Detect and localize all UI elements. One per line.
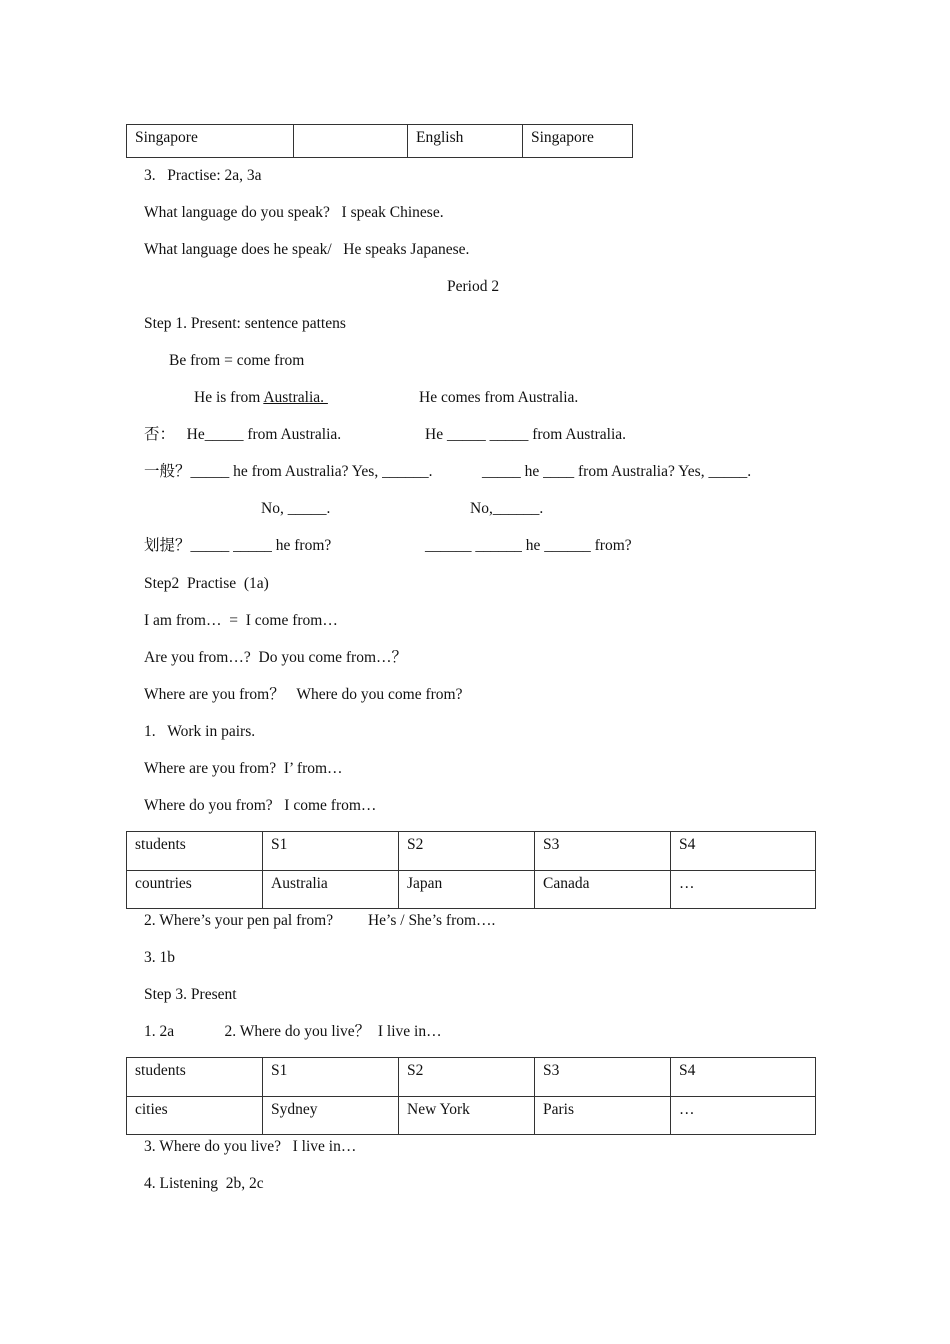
table-cell: students	[127, 1058, 263, 1097]
table-cell: English	[408, 125, 523, 158]
text-line: 划提？_____ _____ he from?	[144, 537, 332, 554]
text-line: 3. Where do you live? I live in…	[144, 1138, 357, 1155]
table-cell: S3	[535, 832, 671, 871]
table-row	[127, 1058, 816, 1097]
table-cell: S2	[399, 832, 535, 871]
table-cell: cities	[127, 1097, 263, 1135]
period-heading: Period 2	[447, 278, 500, 295]
text-line: No, _____.	[261, 500, 331, 517]
text-line: 否： He_____ from Australia.	[144, 426, 342, 443]
text-line: 一般？_____ he from Australia? Yes, ______.	[144, 463, 433, 480]
text-line: 2. Where’s your pen pal from? He’s / She’s from….	[144, 912, 496, 929]
text-line: 3. 1b	[144, 949, 175, 966]
text-line: Where are you from？ Where do you come from?	[144, 686, 463, 703]
text-line: Where are you from? I’ from…	[144, 760, 343, 777]
step-heading: Step 1. Present: sentence pattens	[144, 315, 346, 332]
table-row	[127, 1097, 816, 1135]
text-line: Where do you from? I come from…	[144, 797, 377, 814]
text-line: _____ he ____ from Australia? Yes, _____.	[482, 463, 752, 480]
underlined-word: Australia.	[263, 389, 328, 406]
text-line: He _____ _____ from Australia.	[425, 426, 627, 443]
text-line: What language do you speak? I speak Chinese.	[144, 204, 444, 221]
table-cell: Singapore	[127, 125, 294, 158]
cities-table	[126, 1057, 816, 1135]
table-cell: S2	[399, 1058, 535, 1097]
text-line: 4. Listening 2b, 2c	[144, 1175, 264, 1192]
step-heading: Step 3. Present	[144, 986, 237, 1003]
table-row	[127, 871, 816, 909]
practise-heading: 3. Practise: 2a, 3a	[144, 167, 262, 184]
text-line: What language does he speak/ He speaks Japanese.	[144, 241, 470, 258]
table-cell: S4	[671, 832, 816, 871]
table-cell: countries	[127, 871, 263, 909]
table-cell: Paris	[535, 1097, 671, 1135]
table-cell: …	[671, 1097, 816, 1135]
step-heading: Step2 Practise (1a)	[144, 575, 269, 592]
table-cell: …	[671, 871, 816, 909]
table-cell: Singapore	[523, 125, 633, 158]
table-cell: New York	[399, 1097, 535, 1135]
text-line: ______ ______ he ______ from?	[425, 537, 632, 554]
table-cell: S1	[263, 1058, 399, 1097]
text-line: Be from = come from	[169, 352, 305, 369]
table-cell: S1	[263, 832, 399, 871]
text-line: 1. 2a 2. Where do you live？ I live in…	[144, 1023, 442, 1040]
text-line: I am from… = I come from…	[144, 612, 338, 629]
text-line: No,______.	[470, 500, 544, 517]
table-row	[127, 125, 633, 158]
text-line	[194, 388, 328, 408]
table-cell: Australia	[263, 871, 399, 909]
text-span: He is from	[194, 389, 264, 406]
text-line: 1. Work in pairs.	[144, 723, 256, 740]
table-cell: S4	[671, 1058, 816, 1097]
table-cell: Sydney	[263, 1097, 399, 1135]
countries-table	[126, 831, 816, 909]
language-table	[126, 124, 633, 158]
table-cell: students	[127, 832, 263, 871]
table-cell: Japan	[399, 871, 535, 909]
table-cell: S3	[535, 1058, 671, 1097]
text-line: Are you from…? Do you come from…？	[144, 649, 408, 666]
text-line: He comes from Australia.	[419, 389, 579, 406]
table-row	[127, 832, 816, 871]
table-cell	[294, 125, 408, 158]
table-cell: Canada	[535, 871, 671, 909]
